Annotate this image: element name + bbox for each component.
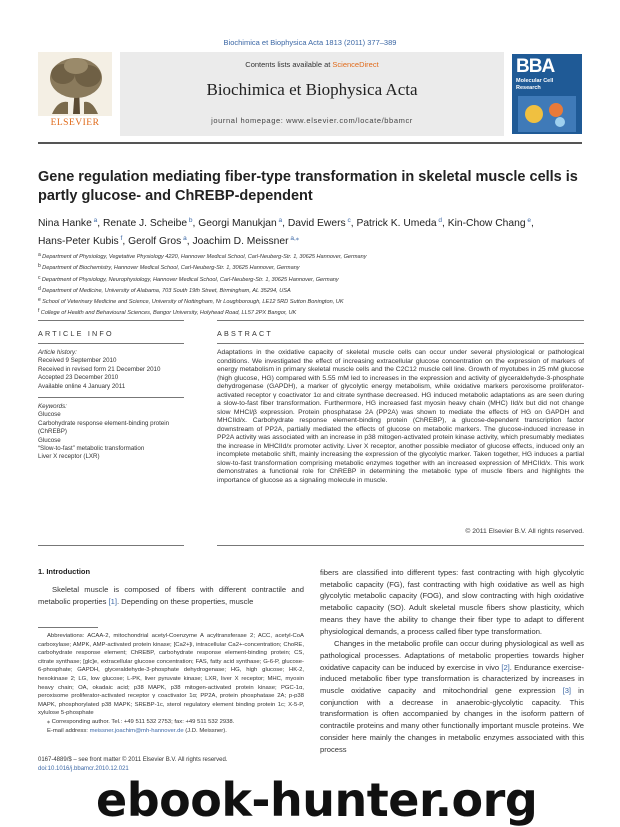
keyword-item: Carbohydrate response element-binding protein (ChREBP) (38, 419, 170, 436)
article-info-top-rule (38, 320, 184, 321)
journal-citation[interactable]: Biochimica et Biophysica Acta 1813 (2011) 377–389 (223, 38, 397, 47)
intro-column-right (320, 567, 584, 755)
author-name: Gerolf Gros (128, 236, 182, 247)
intro-text: Changes in the metabolic profile can occur during physiological as well as pathological processes. Adaptations of metabolic properties towards higher oxidative capacity can be induced by exercise in vivo (320, 639, 584, 672)
abbreviations-footnote: Abbreviations: ACAA-2, mitochondrial acetyl-Coenzyme A acyltransferase 2; ACC, acetyl-CoA carboxylase; AMPK, AMP-activated protein kinase; [Ca2+]i, intracellular Ca2+-concentration; ChoRE, carbohydrate response element; ChREBP, carbohydrate response element-binding protein; CS, citrate synthase; [glc]e, extracellular glucose concentration; FAS, fatty acid synthase; G-6-P, glucose-6-phosphate; GAPDH, glyceraldehyde-3-phosphate dehydrogenase; HG, high glucose; HK-2, hexokinase 2; LG, low glucose; L-PK, liver pyruvate kinase; LXR, liver X receptor; MHC, myosin heavy chain; OA, okadaic acid; p38 MAPK, p38 mitogen-activated protein kinase; PGC-1α, peroxisome proliferator-activated receptor γ coactivator 1α; PP2A, protein phosphatase 2A; p-p38 MAPK, phosphorylated p38 MAPK; SREBP-1c, sterol regulatory element binding protein 1c; X-5-P, xylulose 5-phosphate (38, 633, 304, 717)
sciencedirect-link[interactable]: ScienceDirect (332, 60, 379, 69)
keywords-label: Keywords: (38, 403, 67, 410)
author-affiliation-marker[interactable]: a (276, 217, 283, 224)
article-history (38, 349, 184, 391)
email-note (38, 727, 304, 736)
history-label: Article history: (38, 349, 77, 356)
author-affiliation-marker[interactable]: b (187, 217, 193, 224)
journal-cover-image (512, 54, 582, 134)
keywords-rule (38, 397, 184, 398)
author-name: Georgi Manukjan (198, 218, 277, 229)
history-item: Available online 4 January 2011 (38, 382, 126, 390)
corresponding-author-note: ⁎ Corresponding author. Tel.: +49 511 532 2753; fax: +49 511 532 2938. (47, 718, 235, 725)
author-name: David Ewers (287, 218, 346, 229)
masthead (38, 52, 582, 136)
keyword-item: Glucose (38, 411, 61, 419)
author-name: Joachim D. Meissner (192, 236, 289, 247)
article-info-rule (38, 343, 184, 344)
email-label: E-mail address: (47, 727, 90, 734)
email-suffix: (J.D. Meissner). (183, 727, 227, 734)
affiliation-marker: d (38, 285, 43, 292)
cover-letters: BBA (516, 56, 555, 77)
email-link[interactable]: meissner.joachim@mh-hannover.de (89, 727, 184, 734)
author-name: Hans-Peter Kubis (38, 236, 119, 247)
author-name: Renate J. Scheibe (102, 218, 188, 229)
introduction-heading: 1. Introduction (38, 567, 91, 576)
footnotes (38, 632, 304, 735)
article-info-heading: ARTICLE INFO (38, 329, 114, 338)
issn-line: 0167-4889/$ – see front matter © 2011 Elsevier B.V. All rights reserved. (38, 757, 228, 763)
cover-art-graphic (512, 92, 582, 134)
keyword-item: “Slow-to-fast” metabolic transformation (38, 445, 145, 453)
affiliation-marker: e (38, 297, 43, 304)
author-affiliation-marker[interactable]: a (91, 217, 98, 224)
footnote-rule (38, 627, 98, 628)
author-affiliation-marker[interactable]: f (118, 235, 123, 242)
intro-text: in conjunction with a decrease in anaerobic-glycolytic capacity. This transformation is often accompanied by changes in the isoform pattern of contractile proteins and many other functionally important muscle proteins. We consider here mainly the changes in metabolic enzymes associated with this process (320, 686, 584, 754)
affiliation-marker: a (38, 252, 43, 258)
affiliation-text: School of Veterinary Medicine and Science, University of Nottingham, Nr Loughborough, LE12 5RD Sutton Bonington, UK (42, 299, 344, 306)
affiliation-list (38, 251, 582, 319)
journal-info-box (120, 52, 504, 136)
journal-homepage-link[interactable]: journal homepage: www.elsevier.com/locate/bbamcr (211, 116, 413, 125)
front-matter (38, 756, 304, 774)
author-name: Patrick K. Umeda (356, 218, 437, 229)
affiliation-marker: f (38, 308, 41, 315)
affiliation-text: College of Health and Behavioural Sciences, Bangor University, Holyhead Road, LL57 2PX Bangor, UK (40, 310, 297, 317)
reference-link[interactable]: [1] (108, 596, 117, 606)
intro-text: . Depending on these properties, muscle (116, 596, 254, 606)
watermark-text: ebook-hunter.org (96, 773, 538, 827)
abstract-copyright: © 2011 Elsevier B.V. All rights reserved. (465, 528, 584, 535)
abstract-rule (217, 343, 584, 344)
affiliation-marker: c (38, 274, 42, 281)
abstract-top-rule (217, 320, 584, 321)
affiliation-item (38, 274, 582, 285)
history-item: Received in revised form 21 December 2010 (38, 365, 161, 373)
history-item: Received 9 September 2010 (38, 357, 117, 365)
intro-text: . Endurance exercise-induced metabolic fiber type transformation is characterized by increases in muscle oxidative capacity and mitochondrial gene expression (320, 662, 584, 696)
abstract-bottom-rule (217, 545, 584, 546)
affiliation-item (38, 262, 582, 273)
contents-prefix: Contents lists available at (245, 60, 333, 69)
author-name: Nina Hanke (38, 218, 92, 229)
affiliation-item (38, 296, 582, 307)
abstract-text: Adaptations in the oxidative capacity of skeletal muscle cells can occur under several physiological or pathological conditions. We investigated the effect of increasing extracellular glucose concentration on the expression of markers of energy metabolism in primary skeletal muscle cells and the C2C12 muscle cell line. Growth of myotubes in 25 mM glucose (high glucose, HG) compared with 5.55 mM led to increases in the expression and activity of glyceraldehyde-3-phosphate dehydrogenase (GAPDH), a marker of glycolytic energy metabolism, while oxidative markers peroxisome proliferator-activated receptor γ coactivator 1α and citrate synthase decreased. HG induced metabolic adaptations as are seen during a slow-to-fast fiber transformation. Furthermore, HG increased fast myosin heavy chain (MHC) IId/x but did not change slow MHCI/β expression. Protein phosphatase 2A (PP2A) was shown to mediate the effects of HG on GAPDH and MHCIId/x. Carbohydrate response element-binding protein (ChREBP), a glucose-dependent transcription factor downstream of PP2A, partially mediated the effects of glucose on metabolic markers. The glucose-induced increase in PP2A activity was associated with an increase in p38 mitogen-activated protein kinase activity, which presumably mediates the increase in MHCIId/x promoter activity. Liver X receptor, another possible mediator of glucose effects, induced only an incomplete metabolic shift, mainly increasing the expression of the glycolytic marker. Taken together, HG induces a partial slow-to-fast transformation comprising metabolic enzymes together with an increased expression of MHCIId/x. This work demonstrates a functional role for ChREBP in determining the metabolic type of muscle fibers and highlights the importance of glucose as a signaling molecule in muscle. (217, 349, 584, 484)
keyword-item: Liver X receptor (LXR) (38, 453, 100, 461)
affiliation-text: Department of Physiology, Vegetative Physiology 4220, Hannover Medical School, Carl-Neuberg-Str. 1, 30625 Hannover, Germany (42, 254, 367, 260)
author-affiliation-marker[interactable]: a (181, 235, 187, 242)
abstract-heading: ABSTRACT (217, 329, 273, 338)
affiliation-marker: b (38, 263, 43, 270)
masthead-divider (38, 142, 582, 144)
keyword-item: Glucose (38, 436, 61, 444)
history-item: Accepted 23 December 2010 (38, 374, 119, 382)
affiliation-text: Department of Medicine, University of Alabama, 703 South 19th Street, Birmingham, AL 35294, USA (42, 287, 291, 294)
intro-paragraph-left (38, 584, 304, 607)
affiliation-text: Department of Biochemistry, Hannover Medical School, Carl-Neuberg-Str. 1, 30625 Hannover, Germany (42, 265, 300, 272)
intro-paragraph: fibers are classified into different types: fast contracting with high glycolytic metabolic capacity (FG), fast contracting with high oxidative as well as high glycolytic metabolic capacity (FOG), and slow contracting with high oxidative metabolic capacity (SO). Adult skeletal muscle fibers show plasticity, which means they have the ability to change their fiber type to adapt to different physiological demands, a process called fiber type transformation. (320, 568, 584, 636)
journal-name: Biochimica et Biophysica Acta (206, 80, 418, 99)
affiliation-item (38, 251, 582, 262)
author-affiliation-marker[interactable]: e (525, 217, 531, 224)
intro-text: Skeletal muscle is composed of fibers with different contractile and metabolic properties (38, 585, 304, 606)
keywords-block (38, 403, 184, 462)
author-list: Nina Hanke $^a$, Renate J. Scheibe $^b$, Georgi Manukjan $^a$, David Ewers $^c$, Patrick K. Umeda $^d$, Kin-Chow Chang $^e$, Hans-Peter Kubis $^f$, Gerolf Gros $^a$, Joachim D. Meissner $^{a,⁎}$ (38, 217, 534, 247)
contents-line (120, 60, 504, 69)
reference-link[interactable]: [2] (501, 662, 510, 672)
author-affiliation-marker[interactable]: a,⁎ (288, 235, 300, 242)
article-info-bottom-rule (38, 545, 184, 546)
author-affiliation-marker[interactable]: d (436, 217, 442, 224)
intro-paragraph (320, 638, 584, 755)
cover-subtitle: Molecular Cell Research (516, 78, 554, 91)
article-title: Gene regulation mediating fiber-type transformation in skeletal muscle cells is partly glucose- and ChREBP-dependent (38, 169, 578, 204)
affiliation-item (38, 285, 582, 296)
affiliation-item (38, 307, 582, 318)
doi-link[interactable]: doi:10.1016/j.bbamcr.2010.12.021 (38, 766, 129, 772)
affiliation-text: Department of Physiology, Neurophysiology, Hannover Medical School, Carl-Neuberg-Str. 1, 30625 Hannover, Germany (41, 276, 339, 283)
author-affiliation-marker[interactable]: c (345, 217, 351, 224)
author-name: Kin-Chow Chang (447, 218, 526, 229)
reference-link[interactable]: [3] (562, 686, 572, 696)
publisher-name: ELSEVIER (50, 118, 100, 128)
